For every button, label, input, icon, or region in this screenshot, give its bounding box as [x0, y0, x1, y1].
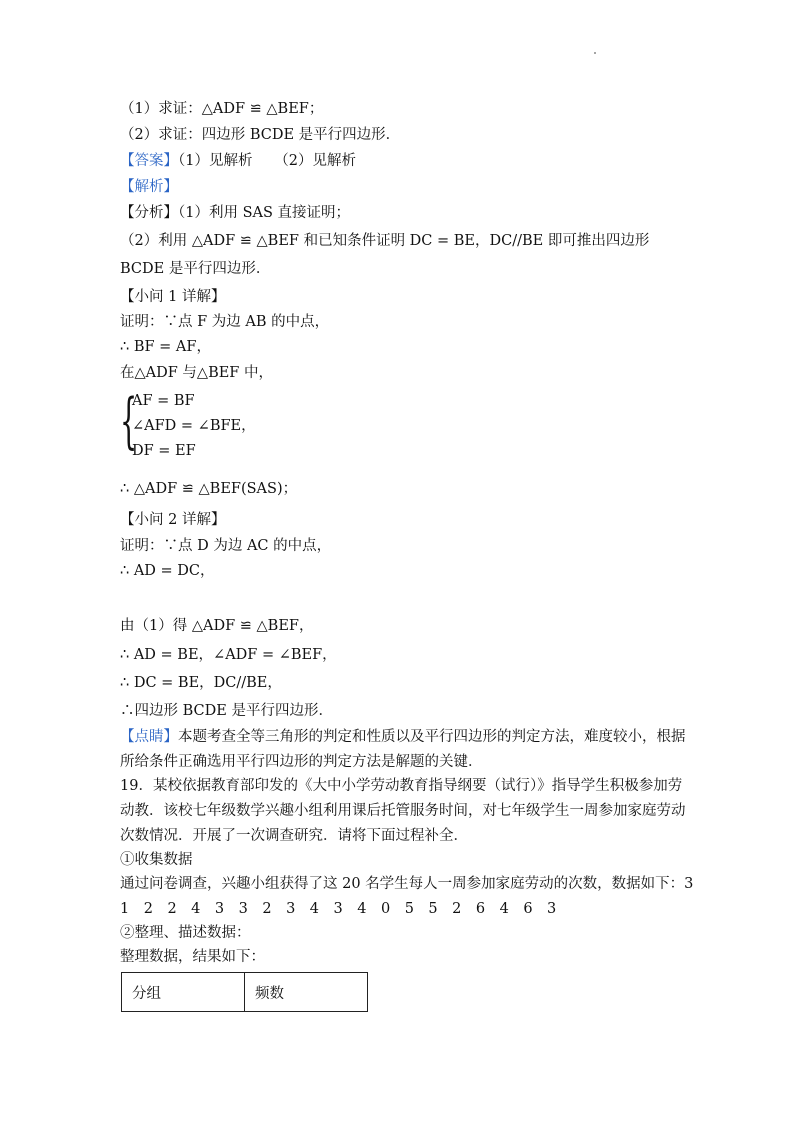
analysis-2: （2）利用 △ADF ≌ △BEF 和已知条件证明 DC = BE，DC//BE 即可推出四边形 [120, 233, 650, 249]
answer-text: （1）见解析 （2）见解析 [178, 153, 356, 169]
answer-line [120, 150, 356, 172]
dianjing-text: 本题考查全等三角形的判定和性质以及平行四边形的判定方法，难度较小，根据 [178, 729, 686, 745]
dianjing-line-2: 所给条件正确选用平行四边形的判定方法是解题的关键． [120, 754, 483, 770]
sub2-from-1: 由（1）得 △ADF ≌ △BEF， [120, 618, 314, 634]
sub2-conclusion: ∴四边形 BCDE 是平行四边形． [120, 703, 333, 719]
system-row-2: ∠AFD = ∠BFE， [132, 418, 256, 434]
system-row-3: DF = EF [132, 443, 196, 459]
sub1-conclusion: ∴ △ADF ≌ △BEF(SAS)； [120, 481, 298, 497]
organize-result: 整理数据，结果如下： [120, 949, 265, 965]
problem19-line-2: 动教．该校七年级数学兴趣小组利用课后托管服务时间，对七年级学生一周参加家庭劳动 [120, 803, 686, 819]
survey-text: 通过问卷调查，兴趣小组获得了这 20 名学生每人一周参加家庭劳动的次数，数据如下：3 [120, 876, 694, 892]
sub1-bf-af: ∴ BF = AF， [120, 339, 211, 355]
scan-dot [594, 52, 596, 54]
problem19-line-1: 19．某校依据教育部印发的《大中小学劳动教育指导纲要（试行）》指导学生积极参加劳 [120, 778, 683, 794]
header-frequency: 频数 [245, 973, 368, 1012]
answer-tag: 【答案】 [120, 153, 178, 169]
jiexi-tag: 【解析】 [120, 179, 178, 195]
sub2-proof: 证明：∵点 D 为边 AC 的中点， [120, 538, 332, 554]
problem19-line-3: 次数情况．开展了一次调查研究．请将下面过程补全． [120, 828, 468, 844]
frequency-table [121, 972, 368, 1012]
sub2-ad-dc: ∴ AD = DC， [120, 563, 215, 579]
data-values: 1 2 2 4 3 3 2 3 4 3 4 0 5 5 2 6 4 6 3 [120, 901, 557, 917]
collect-data-heading: ①收集数据 [120, 852, 193, 868]
dianjing-line-1 [120, 726, 686, 748]
sub2-equal-1: ∴ AD = BE，∠ADF = ∠BEF， [120, 647, 337, 663]
analysis-3: BCDE 是平行四边形． [120, 261, 271, 277]
organize-heading: ②整理、描述数据： [120, 925, 251, 941]
question-1: （1）求证：△ADF ≌ △BEF； [120, 101, 324, 117]
system-row-1: AF = BF [132, 393, 195, 409]
question-2: （2）求证：四边形 BCDE 是平行四边形． [120, 127, 401, 143]
sub2-equal-2: ∴ DC = BE，DC//BE， [120, 675, 282, 691]
sub1-proof: 证明：∵点 F 为边 AB 的中点， [120, 314, 330, 330]
sub2-heading: 【小问 2 详解】 [120, 512, 226, 528]
sub1-in-triangles: 在△ADF 与△BEF 中， [120, 365, 273, 381]
analysis-1: 【分析】（1）利用 SAS 直接证明； [120, 205, 351, 221]
left-brace: { [120, 386, 138, 456]
sub1-heading: 【小问 1 详解】 [120, 289, 226, 305]
dianjing-tag: 【点睛】 [120, 729, 178, 745]
table-header-row [122, 973, 368, 1012]
header-group: 分组 [122, 973, 245, 1012]
